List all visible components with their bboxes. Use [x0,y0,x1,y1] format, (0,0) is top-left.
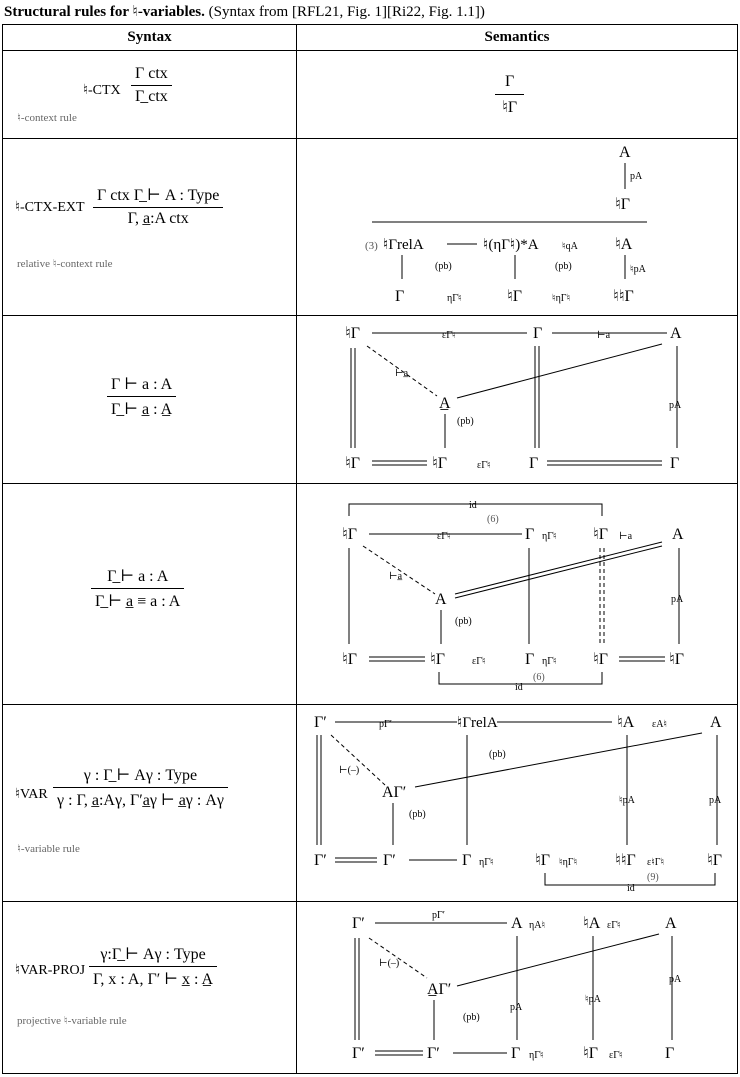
obj-A: A [710,714,722,731]
label-epsG2: εΓ♮ [477,460,491,471]
obj-GammaB: Γ [529,455,539,472]
rule-row [3,484,738,705]
obj-natnatGamma: ♮♮Γ [613,288,634,305]
inference-rule [91,566,184,611]
obj-Au: A [435,591,447,608]
premise: Γ̲ ⊢ a : A [91,566,184,589]
label-natqA: ♮qA [562,241,578,252]
rule-description: ♮-variable rule [17,843,80,855]
inference-rule [131,65,172,106]
conclusion: Γ, x : A, Γ′ ⊢ x̲ : A̲ [93,971,214,988]
obj-b2: Γ′ [383,852,396,869]
arrow-diagonal [415,733,702,787]
syntax-cell [3,139,297,316]
label-epsnatG: ε♮Γ♮ [647,857,665,868]
label-pb-1: (pb) [435,261,452,272]
label-epsG: εΓ♮ [442,330,456,341]
label-natpA: ♮pA [619,795,635,806]
obj-natGamma: ♮Γ [615,196,630,213]
inference-rule [89,944,217,989]
rule-name: ♮VAR-PROJ [15,963,86,978]
label-pb: (pb) [463,1012,480,1023]
label-natpA: ♮pA [585,994,601,1005]
obj-natGammaB: ♮Γ [345,455,360,472]
label-pb: (pb) [457,416,474,427]
label-pA: pA [669,974,682,985]
obj-b5: ♮♮Γ [615,852,636,869]
rule-row [3,316,738,484]
obj-A2: A [665,915,677,932]
label-turnAu: ⊢a̲ [395,368,409,379]
obj-b4: ♮Γ [535,852,550,869]
semantic-fraction [495,73,524,117]
label-turnA: ⊢a [597,330,611,341]
arrow-dashed [331,735,385,785]
rule-row [3,51,738,139]
rule-name: ♮-CTX-EXT [15,200,85,215]
obj-natGamma2: ♮Γ [507,288,522,305]
diag-eq-2 [455,546,662,598]
label-pGp: pΓ′ [379,719,392,730]
semantics-cell [297,51,738,139]
obj-A: A [670,325,682,342]
syntax-cell [3,705,297,902]
label-turnA: ⊢a [619,531,633,542]
label-epsA: εA♮ [652,719,667,730]
obj-b1: Γ′ [352,1045,365,1062]
obj-natA: ♮A [617,714,635,731]
obj-A: A [672,526,684,543]
rule-name: ♮VAR [15,787,48,802]
conclusion: Γ̲ ⊢ a̲ : A̲ [111,401,173,418]
sem-top: Γ [495,73,524,95]
conclusion: Γ̲ ctx [135,88,168,105]
obj-etaA: ♮(ηΓ♮)*A [483,237,539,253]
obj-b2: Γ′ [427,1045,440,1062]
semantics-cell [297,139,738,316]
label-pA2: pA [510,1002,523,1013]
obj-GammaC: Γ [670,455,680,472]
conclusion: Γ̲ ⊢ a̲ ≡ a : A [95,593,181,610]
commutative-diagram [297,316,737,484]
rule-description: ♮-context rule [17,112,77,124]
num-3: (3) [365,240,378,252]
label-etaG: ηΓ♮ [529,1050,544,1061]
commutative-diagram [297,139,737,316]
obj-b2: ♮Γ [430,651,445,668]
label-pGp: pΓ′ [432,910,445,921]
obj-natGamma: ♮Γ [345,325,360,342]
arrow-diagonal [457,344,662,398]
label-pb-2: (pb) [409,809,426,820]
obj-natA: ♮A [615,236,633,253]
rule-row [3,705,738,902]
label-pA: pA [709,795,722,806]
label-id: id [627,883,635,894]
syntax-cell [3,484,297,705]
label-epsG: εΓ♮ [609,1050,623,1061]
obj-AGp: AΓ′ [382,784,407,801]
figure-caption [4,2,485,21]
label-natetaG: ♮ηΓ♮ [552,293,571,304]
label-pA: pA [669,400,682,411]
obj-Gp: Γ′ [352,915,365,932]
caption-rest: (Syntax from [RFL21, Fig. 1][Ri22, Fig. 1.1]) [208,4,485,20]
syntax-header: Syntax [3,25,297,51]
num-9: (9) [647,872,659,883]
label-etaA: ηA♮ [529,920,546,931]
conclusion: γ : Γ, a̲:Aγ, Γ′a̲γ ⊢ a̲γ : Aγ [57,792,224,809]
premise: Γ ⊢ a : A [107,374,176,397]
label-pb-2: (pb) [555,261,572,272]
arrow-dashed [363,546,435,594]
obj-b4: ♮Γ [593,651,608,668]
header-row [3,25,738,51]
label-pA: pA [671,594,684,605]
label-etaG: ηΓ♮ [479,857,494,868]
obj-natGammaC: ♮Γ [432,455,447,472]
label-epsG2: εΓ♮ [472,656,486,667]
premise: Γ ctx [131,65,172,86]
obj-b3: Γ [462,852,472,869]
semantics-header: Semantics [297,25,738,51]
obj-b3: Γ [511,1045,521,1062]
diag-eq-1 [455,542,662,594]
label-natpA: ♮pA [630,264,646,275]
sem-bottom: ♮Γ [502,99,518,116]
rule-name: ♮-CTX [83,83,121,98]
label-pA: pA [630,171,643,182]
label-turnMinus: ⊢(–) [379,958,400,969]
label-id: id [469,500,477,511]
label-turnMinus: ⊢(–) [339,765,360,776]
label-pb-1: (pb) [489,749,506,760]
label-id2: id [515,682,523,693]
syntax-cell [3,316,297,484]
obj-natA: ♮A [583,915,601,932]
obj-b1: ♮Γ [342,651,357,668]
obj-b6: ♮Γ [707,852,722,869]
obj-b5: Γ [665,1045,675,1062]
obj-A: A [511,915,523,932]
obj-Gamma: Γ [533,325,543,342]
syntax-cell [3,902,297,1074]
obj-Au: A̲ [439,395,451,412]
obj-b3: Γ [525,651,535,668]
commutative-diagram [297,484,737,705]
commutative-diagram [297,902,737,1074]
semantics-cell [297,705,738,902]
label-etaG2: ηΓ♮ [542,656,557,667]
rule-description: projective ♮-variable rule [17,1015,127,1027]
arrow-diagonal [457,934,659,986]
inference-rule [93,185,223,228]
label-etaG: ηΓ♮ [447,293,462,304]
obj-Gp: Γ′ [314,714,327,731]
label-pb: (pb) [455,616,472,627]
obj-relA: ♮ΓrelA [457,715,498,731]
obj-A: A [619,144,631,161]
caption-bold: Structural rules for ♮-variables. [4,4,205,20]
rule-description: relative ♮-context rule [17,258,113,270]
num-6: (6) [487,514,499,525]
obj-Gamma: Γ [395,288,405,305]
inference-rule [53,765,228,810]
obj-natGamma2: ♮Γ [593,526,608,543]
rule-row [3,139,738,316]
semantics-cell [297,316,738,484]
label-turnAu: ⊢a̲ [389,571,403,582]
inference-rule [107,374,176,419]
premise: γ:Γ̲ ⊢ Aγ : Type [89,944,217,967]
label-etaG: ηΓ♮ [542,531,557,542]
rule-row [3,902,738,1074]
semantics-cell [297,484,738,705]
num-6b: (6) [533,672,545,683]
premise: γ : Γ̲ ⊢ Aγ : Type [53,765,228,788]
obj-AGp: A̲Γ′ [427,981,452,998]
label-epsG: εΓ♮ [437,531,451,542]
obj-b1: Γ′ [314,852,327,869]
commutative-diagram [297,705,737,902]
obj-b5: ♮Γ [669,651,684,668]
rules-table [2,24,738,1074]
obj-b4: ♮Γ [583,1045,598,1062]
label-epsA: εΓ♮ [607,920,621,931]
semantics-cell [297,902,738,1074]
obj-relA: ♮ΓrelA [383,237,424,253]
obj-Gamma: Γ [525,526,535,543]
syntax-cell [3,51,297,139]
obj-natGamma: ♮Γ [342,526,357,543]
label-natetaG: ♮ηΓ♮ [559,857,578,868]
premise: Γ ctx Γ̲ ⊢ A : Type [93,185,223,208]
conclusion: Γ, a̲:A ctx [127,210,189,227]
